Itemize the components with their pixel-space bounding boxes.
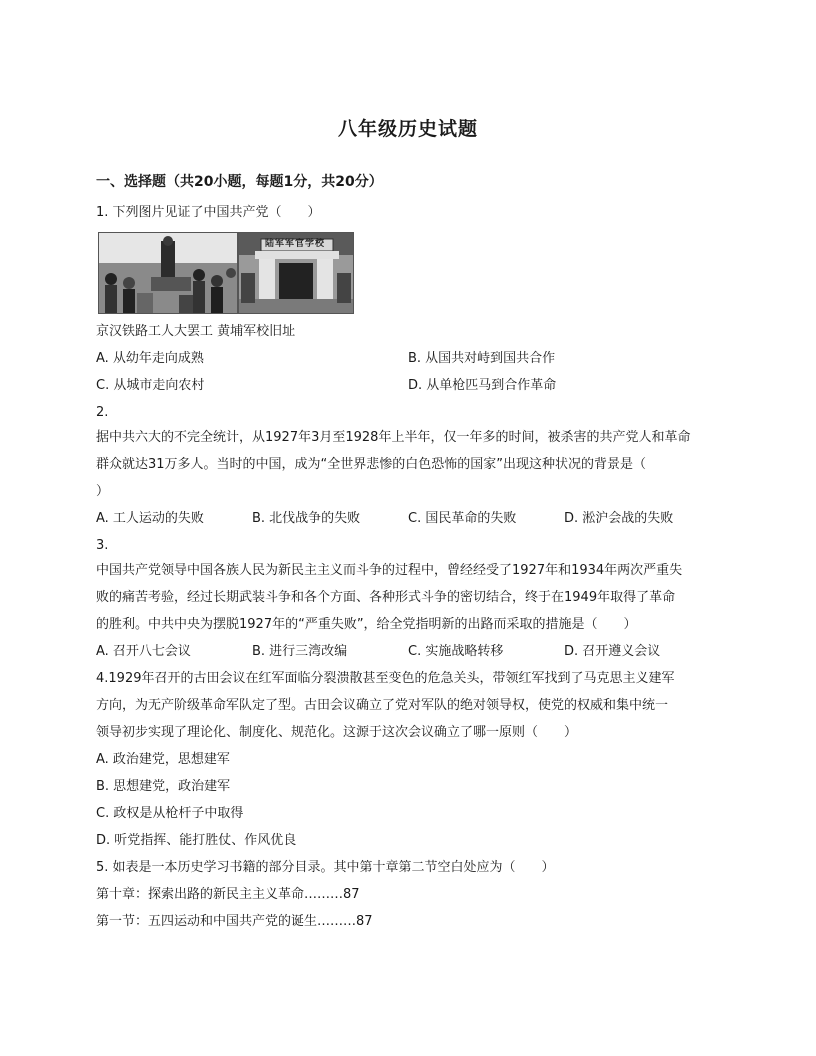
q2-option-d[interactable]: D. 淞沪会战的失败 (564, 511, 674, 526)
q2-number: 2. (96, 405, 109, 420)
q3-text-line3: 的胜利。中共中央为摆脱1927年的“严重失败”，给全党指明新的出路而采取的措施是（ ） (96, 617, 637, 632)
q4-text-line1: 4.1929年召开的古田会议在红军面临分裂溃散甚至变色的危急关头，带领红军找到了马克思主义建军 (96, 671, 675, 686)
q5-toc-line1: 第十章：探索出路的新民主主义革命………87 (96, 887, 360, 902)
q3-option-d[interactable]: D. 召开遵义会议 (564, 644, 661, 659)
whampoa-gate-sign-text: 陆军军官学校 (264, 239, 325, 249)
q3-option-a[interactable]: A. 召开八七会议 (96, 644, 191, 659)
page-title: 八年级历史试题 (337, 118, 478, 140)
q3-text-line2: 败的痛苦考验，经过长期武装斗争和各个方面、各种形式斗争的密切结合，终于在1949年取得了革命 (96, 590, 676, 605)
q5-stem: 5. 如表是一本历史学习书籍的部分目录。其中第十章第二节空白处应为（ ） (96, 860, 555, 875)
q2-text-line2: 群众就达31万多人。当时的中国，成为“全世界悲惨的白色恐怖的国家”出现这种状况的背景是（ (96, 457, 647, 472)
q4-text-line3: 领导初步实现了理论化、制度化、规范化。这源于这次会议确立了哪一原则（ ） (96, 725, 578, 740)
q4-option-c[interactable]: C. 政权是从枪杆子中取得 (96, 806, 244, 821)
q2-option-c[interactable]: C. 国民革命的失败 (408, 511, 517, 526)
q1-stem: 1. 下列图片见证了中国共产党（ ） (96, 205, 321, 220)
q2-text-line3: ） (96, 484, 110, 499)
q4-option-d[interactable]: D. 听党指挥、能打胜仗、作风优良 (96, 833, 297, 848)
q3-number: 3. (96, 538, 109, 553)
q1-photo-caption: 京汉铁路工人大罢工 黄埔军校旧址 (96, 324, 296, 339)
q2-text-line1: 据中共六大的不完全统计，从1927年3月至1928年上半年，仅一年多的时间，被杀害的共产党人和革命 (96, 430, 691, 445)
q4-option-b[interactable]: B. 思想建党，政治建军 (96, 779, 231, 794)
q3-option-b[interactable]: B. 进行三湾改编 (252, 644, 348, 659)
q3-option-c[interactable]: C. 实施战略转移 (408, 644, 504, 659)
q4-option-a[interactable]: A. 政治建党，思想建军 (96, 752, 230, 767)
photo-railway-strike (98, 232, 238, 314)
q2-option-a[interactable]: A. 工人运动的失败 (96, 511, 204, 526)
section-heading: 一、选择题（共20小题，每题1分，共20分） (96, 174, 383, 190)
q5-toc-line2: 第一节：五四运动和中国共产党的诞生………87 (96, 914, 373, 929)
q2-option-b[interactable]: B. 北伐战争的失败 (252, 511, 361, 526)
q1-option-a[interactable]: A. 从幼年走向成熟 (96, 351, 204, 366)
whampoa-gate-sign (258, 238, 332, 250)
q4-text-line2: 方向，为无产阶级革命军队定了型。古田会议确立了党对军队的绝对领导权，使党的权威和集中统一 (96, 698, 669, 713)
q1-option-c[interactable]: C. 从城市走向农村 (96, 378, 205, 393)
q3-text-line1: 中国共产党领导中国各族人民为新民主主义而斗争的过程中，曾经经受了1927年和1934年两次严重失 (96, 563, 683, 578)
q1-option-d[interactable]: D. 从单枪匹马到合作革命 (408, 378, 557, 393)
q1-option-b[interactable]: B. 从国共对峙到国共合作 (408, 351, 556, 366)
